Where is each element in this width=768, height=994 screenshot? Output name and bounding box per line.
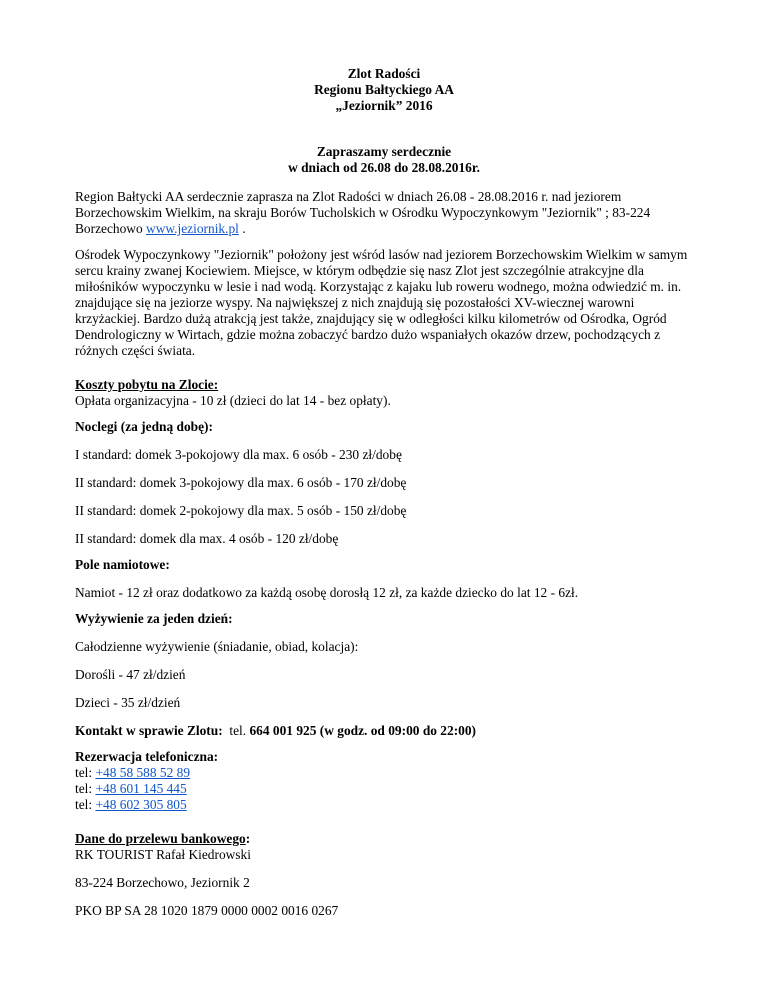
lodging-item: I standard: domek 3-pokojowy dla max. 6 osób - 230 zł/dobę bbox=[75, 447, 402, 462]
bank-recipient: RK TOURIST Rafał Kiedrowski bbox=[75, 847, 251, 862]
bank-heading-text: Dane do przelewu bankowego bbox=[75, 831, 246, 846]
meals-item: Dzieci - 35 zł/dzień bbox=[75, 695, 181, 710]
phone-link[interactable]: +48 601 145 445 bbox=[95, 781, 187, 796]
intro-paragraph bbox=[75, 189, 700, 237]
reservation-phone-line bbox=[75, 765, 700, 781]
meals-item: Całodzienne wyżywienie (śniadanie, obiad, kolacja): bbox=[75, 639, 359, 654]
tel-prefix: tel: bbox=[75, 765, 96, 780]
event-title-block bbox=[0, 66, 768, 114]
invitation-dates: w dniach od 26.08 do 28.08.2016r. bbox=[288, 160, 480, 175]
website-link[interactable]: www.jeziornik.pl bbox=[146, 221, 239, 236]
lodging-heading: Noclegi (za jedną dobę): bbox=[75, 419, 213, 434]
contact-label: Kontakt w sprawie Zlotu: bbox=[75, 723, 223, 738]
contact-tel-prefix: tel. bbox=[229, 723, 247, 738]
invitation-block bbox=[0, 144, 768, 176]
reservation-phone-line bbox=[75, 781, 700, 797]
bank-heading bbox=[75, 831, 700, 847]
invitation-line: Zapraszamy serdecznie bbox=[316, 144, 452, 159]
description-paragraph: Ośrodek Wypoczynkowy "Jeziornik" położony jest wśród lasów nad jeziorem Borzechowskim Wielkim w samym sercu krainy zwanej Kociewiem. Miejsce, w którym odbędzie się nasz Zlot jest szczególnie atrakcyjne dla miłośników wypoczynku w lesie i nad wodą. Korzystając z kajaku lub roweru wodnego, można odwiedzić m. in. znajdujące się na jeziorze wyspy. Na największej z nich znajdują się pozostałości XV-wiecznej warowni krzyżackiej. Bardzo dużą atrakcją jest także, znajdujący się w odległości kilku kilometrów od Ośrodka, Ogród Dendrologiczny w Wirtach, gdzie można zobaczyć bardzo dużo wspaniałych okazów drzew, pochodzących z różnych części świata. bbox=[75, 247, 688, 358]
document-body bbox=[75, 189, 700, 919]
contact-line bbox=[75, 723, 700, 739]
phone-link[interactable]: +48 58 588 52 89 bbox=[95, 765, 191, 780]
intro-text-end: . bbox=[238, 221, 246, 236]
meals-item: Dorośli - 47 zł/dzień bbox=[75, 667, 186, 682]
intro-text: Region Bałtycki AA serdecznie zaprasza na Zlot Radości w dniach 26.08 - 28.08.2016 r. nad jeziorem Borzechowskim Wielkim, na skraju Borów Tucholskich w Ośrodku Wypoczynkowym "Jeziornik" ; 83-224 Borzechowo bbox=[75, 189, 651, 236]
tel-prefix: tel: bbox=[75, 797, 96, 812]
reservation-heading: Rezerwacja telefoniczna: bbox=[75, 749, 219, 764]
costs-heading: Koszty pobytu na Zlocie: bbox=[75, 377, 219, 392]
lodging-item: II standard: domek 2-pokojowy dla max. 5 osób - 150 zł/dobę bbox=[75, 503, 407, 518]
lodging-item: II standard: domek 3-pokojowy dla max. 6 osób - 170 zł/dobę bbox=[75, 475, 407, 490]
meals-heading: Wyżywienie za jeden dzień: bbox=[75, 611, 233, 626]
bank-account-number: PKO BP SA 28 1020 1879 0000 0002 0016 0267 bbox=[75, 903, 339, 918]
phone-link[interactable]: +48 602 305 805 bbox=[95, 797, 187, 812]
camping-text: Namiot - 12 zł oraz dodatkowo za każdą osobę dorosłą 12 zł, za każde dziecko do lat 12 - 6zł. bbox=[75, 585, 579, 600]
event-name-year: „Jeziornik” 2016 bbox=[335, 98, 433, 113]
bank-heading-colon: : bbox=[245, 831, 251, 846]
camping-heading: Pole namiotowe: bbox=[75, 557, 170, 572]
tel-prefix: tel: bbox=[75, 781, 96, 796]
reservation-phone-line bbox=[75, 797, 700, 813]
bank-address: 83-224 Borzechowo, Jeziornik 2 bbox=[75, 875, 250, 890]
contact-phone-hours: 664 001 925 (w godz. od 09:00 do 22:00) bbox=[249, 723, 477, 738]
lodging-item: II standard: domek dla max. 4 osób - 120 zł/dobę bbox=[75, 531, 339, 546]
event-region: Regionu Bałtyckiego AA bbox=[314, 82, 454, 97]
event-title: Zlot Radości bbox=[347, 66, 421, 81]
organization-fee: Opłata organizacyjna - 10 zł (dzieci do lat 14 - bez opłaty). bbox=[75, 393, 391, 408]
